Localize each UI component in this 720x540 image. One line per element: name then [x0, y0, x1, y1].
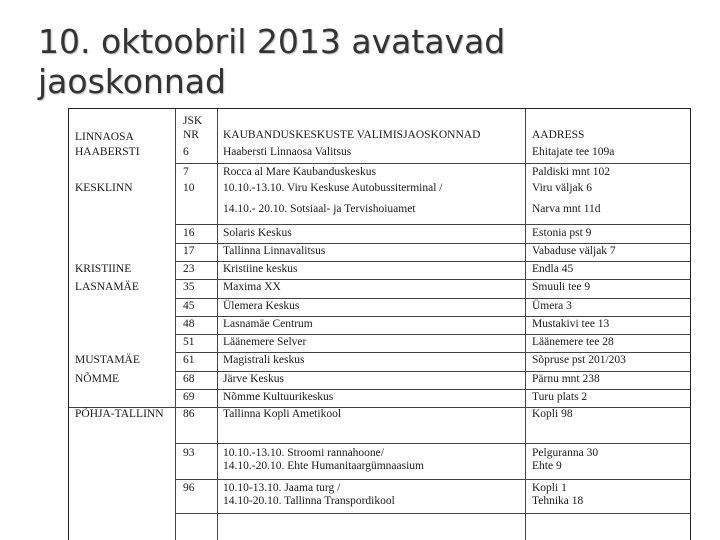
row-area: KESKLINN — [75, 182, 133, 194]
row-location-line2: 14.10.-20.10. Ehte Humanitaargümnaasium — [223, 460, 424, 472]
row-address: Ehitajate tee 109a — [532, 146, 615, 158]
row-address: Smuuli tee 9 — [532, 281, 591, 293]
row-jsk: 51 — [183, 336, 195, 348]
row-location: Tallinna Kopli Ametikool — [223, 408, 342, 420]
row-address: Paldiski mnt 102 — [532, 166, 610, 178]
row-divider — [175, 163, 690, 164]
column-divider — [217, 109, 218, 540]
row-address: Ümera 3 — [532, 300, 572, 312]
header-location: KAUBANDUSKESKUSTE VALIMISJAOSKONNAD — [223, 129, 481, 141]
title-line-2: jaoskonnad — [38, 62, 226, 101]
row-location: 10.10.-13.10. Viru Keskuse Autobussiterminal / — [223, 182, 443, 194]
row-address: Pärnu mnt 238 — [532, 373, 600, 385]
row-location: Lasnamäe Centrum — [223, 318, 313, 330]
row-divider — [175, 298, 690, 299]
row-address: Mustakivi tee 13 — [532, 318, 610, 330]
row-address: Turu plats 2 — [532, 391, 588, 403]
header-jsk-line1: JSK — [183, 115, 203, 127]
row-address: Sõpruse pst 201/203 — [532, 354, 626, 366]
row-address: Vabaduse väljak 7 — [532, 245, 616, 257]
row-location: Ülemera Keskus — [223, 300, 300, 312]
row-address-line1: Pelguranna 30 — [532, 447, 599, 459]
row-jsk: 69 — [183, 391, 195, 403]
row-jsk: 48 — [183, 318, 195, 330]
row-location: Solaris Keskus — [223, 227, 292, 239]
row-address: Endla 45 — [532, 263, 574, 275]
row-jsk: 61 — [183, 354, 195, 366]
row-location: Tallinna Linnavalitsus — [223, 245, 326, 257]
row-divider — [175, 261, 690, 262]
row-location: Haabersti Linnaosa Valitsus — [223, 146, 352, 158]
polling-stations-table — [68, 108, 691, 540]
row-address: Narva mnt 11d — [532, 203, 601, 215]
row-location: 14.10.- 20.10. Sotsiaal- ja Tervishoiuamet — [223, 203, 416, 215]
row-divider — [175, 334, 690, 335]
row-jsk: 23 — [183, 263, 195, 275]
title-line-1: 10. oktoobril 2013 avatavad — [38, 22, 506, 61]
row-area: LASNAMÄE — [75, 281, 139, 293]
row-location: Maxima XX — [223, 281, 281, 293]
row-location: Järve Keskus — [223, 373, 284, 385]
page-title — [38, 22, 698, 102]
row-address-line2: Tehnika 18 — [532, 495, 584, 507]
row-location: Kristiine keskus — [223, 263, 298, 275]
row-jsk: 93 — [183, 447, 195, 459]
row-divider — [175, 371, 690, 372]
header-address: AADRESS — [532, 129, 585, 141]
row-jsk: 68 — [183, 373, 195, 385]
row-location-line1: 10.10-13.10. Jaama turg / — [223, 482, 341, 494]
row-location: Nõmme Kultuurikeskus — [223, 391, 334, 403]
row-address: Läänemere tee 28 — [532, 336, 614, 348]
row-location: Magistrali keskus — [223, 354, 305, 366]
row-divider — [175, 279, 690, 280]
row-divider — [175, 243, 690, 244]
row-jsk: 17 — [183, 245, 195, 257]
header-area: LINNAOSA — [75, 131, 134, 143]
column-divider — [525, 109, 526, 540]
row-jsk: 16 — [183, 227, 195, 239]
row-divider — [175, 224, 690, 225]
row-jsk: 7 — [183, 166, 189, 178]
row-location: Läänemere Selver — [223, 336, 307, 348]
row-divider — [175, 352, 690, 353]
row-area: HAABERSTI — [75, 146, 140, 158]
row-location-line1: 10.10.-13.10. Stroomi rannahoone/ — [223, 447, 384, 459]
row-location-line2: 14.10-20.10. Tallinna Transpordikool — [223, 495, 395, 507]
header-jsk-line2: NR — [183, 129, 199, 141]
row-address-line2: Ehte 9 — [532, 460, 562, 472]
row-jsk: 35 — [183, 281, 195, 293]
row-jsk: 45 — [183, 300, 195, 312]
row-jsk: 96 — [183, 482, 195, 494]
row-divider — [175, 479, 690, 480]
column-divider — [175, 109, 176, 540]
row-address: Estonia pst 9 — [532, 227, 592, 239]
row-address: Viru väljak 6 — [532, 182, 592, 194]
row-divider — [175, 513, 690, 514]
row-divider — [175, 389, 690, 390]
row-divider — [175, 316, 690, 317]
row-area: KRISTIINE — [75, 263, 132, 275]
row-jsk: 6 — [183, 146, 189, 158]
row-location: Rocca al Mare Kaubanduskeskus — [223, 166, 376, 178]
row-area: NÕMME — [75, 373, 120, 385]
row-jsk: 86 — [183, 408, 195, 420]
row-area: PÕHJA-TALLINN — [75, 408, 164, 420]
row-area: MUSTAMÄE — [75, 354, 140, 366]
row-jsk: 10 — [183, 182, 195, 194]
row-divider — [175, 443, 690, 444]
row-address: Kopli 98 — [532, 408, 573, 420]
row-address-line1: Kopli 1 — [532, 482, 567, 494]
